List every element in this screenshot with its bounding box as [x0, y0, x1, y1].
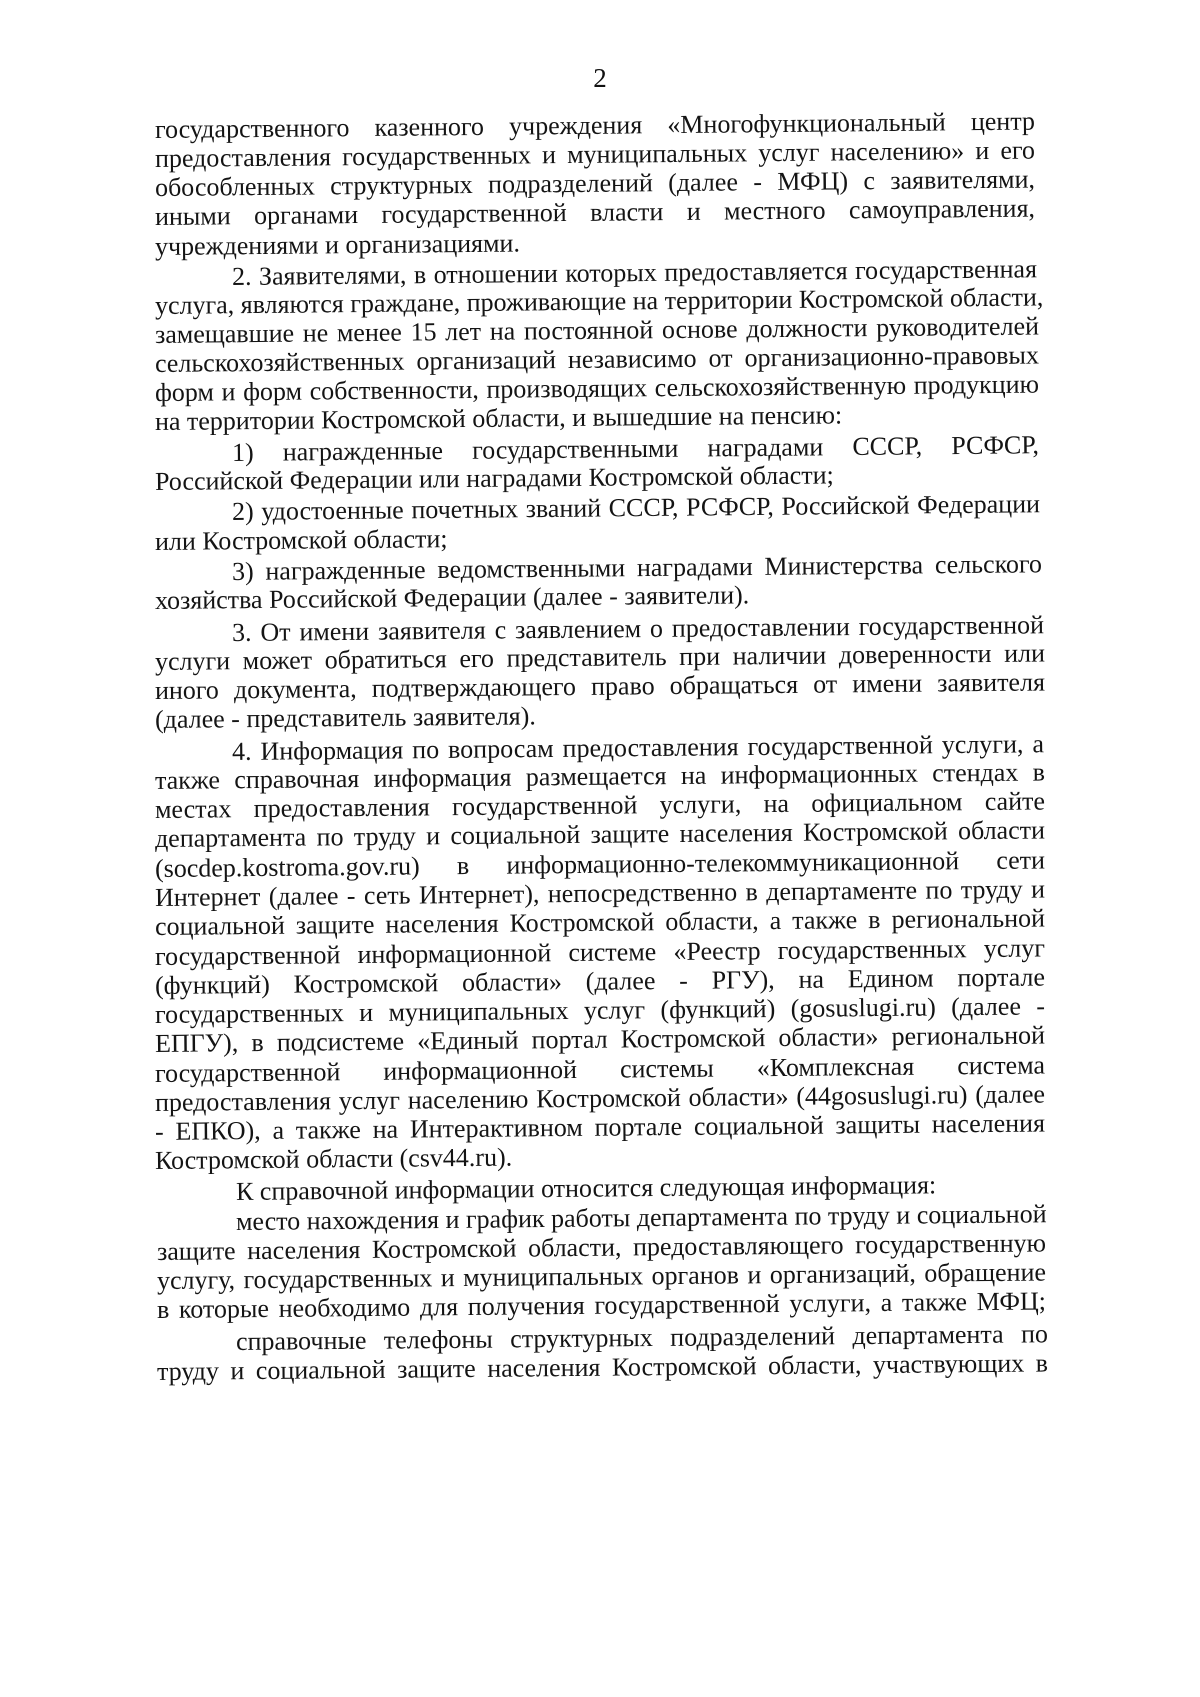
text-line: в которые необходимо для получения государственной услуги, а также МФЦ;: [156, 1286, 1047, 1324]
text-line: Интернет (далее - сеть Интернет), непосредственно в департаменте по труду и: [154, 874, 1046, 912]
text-line: иного документа, подтверждающего право обращаться от имени заявителя: [154, 667, 1046, 705]
text-line: обособленных структурных подразделений (далее - МФЦ) с заявителями,: [154, 164, 1036, 202]
text-line: или Костромской области;: [154, 524, 448, 556]
text-line: социальной защите населения Костромской области, а также в региональной: [154, 903, 1046, 941]
text-line: 1) награжденные государственными наградами СССР, РСФСР,: [231, 430, 1040, 467]
text-line: также справочная информация размещается на информационных стендах в: [154, 757, 1046, 795]
text-line: департамента по труду и социальной защите населения Костромской области: [154, 815, 1046, 853]
text-line: Костромской области (csv44.ru).: [154, 1142, 513, 1175]
text-line: место нахождения и график работы департамента по труду и социальной: [235, 1199, 1047, 1236]
text-line: местах предоставления государственной услуги, на официальном сайте: [154, 786, 1046, 824]
text-line: 3) награжденные ведомственными наградами Министерства сельского: [231, 549, 1043, 586]
text-line: 3. От имени заявителя с заявлением о предоставлении государственной: [231, 610, 1045, 647]
text-line: иными органами государственной власти и местного самоуправления,: [154, 193, 1036, 231]
text-line: ЕПГУ), в подсистеме «Единый портал Костромской области» региональной: [154, 1020, 1046, 1058]
text-line: 2) удостоенные почетных званий СССР, РСФСР, Российской Федерации: [231, 489, 1041, 526]
text-line: 4. Информация по вопросам предоставления государственной услуги, а: [231, 729, 1045, 766]
text-line: услуги может обратиться его представитель при наличии доверенности или: [154, 638, 1046, 676]
text-line: 2. Заявителями, в отношении которых предоставляется государственная: [231, 254, 1038, 291]
text-line: учреждениями и организациями.: [154, 228, 521, 261]
text-line: справочные телефоны структурных подразделений департамента по: [235, 1319, 1049, 1356]
text-line: услуга, являются граждане, проживающие на территории Костромской области,: [154, 282, 1044, 320]
text-line: хозяйства Российской Федерации (далее - заявители).: [154, 580, 750, 615]
text-line: форм и форм собственности, производящих сельскохозяйственную продукцию: [154, 369, 1040, 407]
text-line: замещавшие не менее 15 лет на постоянной основе должности руководителей: [154, 311, 1040, 349]
text-line: (далее - представитель заявителя).: [154, 701, 536, 734]
text-line: (socdep.kostroma.gov.ru) в информационно-телекоммуникационной сети: [154, 845, 1046, 883]
text-line: Российской Федерации или наградами Костромской области;: [154, 460, 834, 496]
text-line: (функций) Костромской области» (далее - РГУ), на Едином портале: [154, 962, 1046, 1000]
text-line: сельскохозяйственных организаций независимо от организационно-правовых: [154, 340, 1040, 378]
text-line: труду и социальной защите населения Костромской области, участвующих в: [156, 1348, 1049, 1386]
text-line: государственной информационной системе «Реестр государственных услуг: [154, 933, 1046, 971]
page-number: 2: [593, 63, 607, 93]
text-line: государственного казенного учреждения «Многофункциональный центр: [154, 106, 1036, 144]
text-line: государственной информационной системы «Комплексная система: [154, 1050, 1046, 1088]
text-line: защите населения Костромской области, предоставляющего государственную: [156, 1228, 1047, 1266]
text-line: государственных и муниципальных услуг (функций) (gosuslugi.ru) (далее -: [154, 991, 1046, 1029]
text-line: услугу, государственных и муниципальных органов и организаций, обращение: [156, 1257, 1047, 1295]
text-line: - ЕПКО), а также на Интерактивном портале социальной защиты населения: [154, 1108, 1046, 1146]
text-line: предоставления государственных и муниципальных услуг населению» и его: [154, 135, 1036, 173]
text-line: на территории Костромской области, и вышедшие на пенсию:: [154, 400, 843, 436]
text-line: предоставления услуг населению Костромской области» (44gosuslugi.ru) (далее: [154, 1079, 1046, 1117]
text-line: К справочной информации относится следующая информация:: [235, 1170, 937, 1206]
